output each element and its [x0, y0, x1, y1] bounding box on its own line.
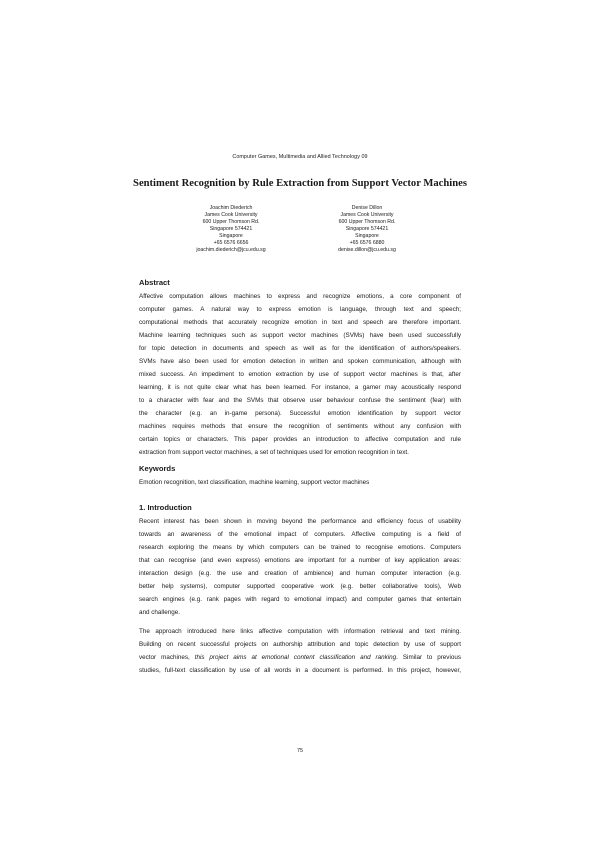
author-city: Singapore 574421: [209, 226, 253, 232]
emphasized-text: this project aims at emotional content classification and ranking: [194, 654, 397, 661]
author-affiliation: James Cook University: [204, 212, 258, 218]
author-phone: +65 6576 6656: [213, 240, 249, 246]
text-line: search engines (e.g. rank pages with regard to emotional impact) and computer games that entertain: [139, 596, 461, 603]
author-country: Singapore: [355, 233, 379, 239]
text-line: mixed success. An impediment to emotion extraction by use of support vector machines is that, after: [139, 371, 461, 378]
text-line: SVMs have also been used for emotion detection in written and spoken communication, although with: [139, 358, 461, 365]
text-line: Building on recent successful projects on authorship attribution and topic detection by use of support: [139, 641, 461, 648]
text-line: for topic detection in documents and speech as well as for the identification of authors/speakers.: [139, 345, 461, 352]
text-line: towards an awareness of the emotional impact of computers. Affective computing is a field of: [139, 531, 461, 538]
text-line: [139, 651, 461, 664]
introduction-paragraph-1: [139, 515, 461, 619]
introduction-heading: 1. Introduction: [139, 503, 192, 512]
author-street: 600 Upper Thomson Rd.: [338, 219, 396, 225]
text-line: the character (e.g. an in-game persona). Successful emotion identification by support vector: [139, 410, 461, 417]
author-email[interactable]: joachim.diederich@jcu.edu.sg: [196, 247, 266, 253]
author-name: Denise Dillon: [351, 205, 383, 211]
text-line: certain topics or characters. This paper provides an introduction to affective computation and rule: [139, 436, 461, 443]
author-phone: +65 6576 6880: [349, 240, 385, 246]
text-line: and challenge.: [139, 609, 180, 616]
page-number: 75: [297, 748, 303, 754]
text-line: computational methods that accurately recognize emotion in text and speech are therefore important.: [139, 319, 461, 326]
text-line: studies, full-text classification by use of all words in a document is performed. In this project, however,: [139, 667, 461, 674]
text-line: extraction from support vector machines, a set of techniques used for emotion recognition in text.: [139, 449, 409, 456]
text-line: computer games. A natural way to express emotion is language, through text and speech;: [139, 306, 461, 313]
author-city: Singapore 574421: [345, 226, 389, 232]
text-line: learning, it is not quite clear what has been learned. For instance, a gamer may acoustically respond: [139, 384, 461, 391]
text-line: machines requires methods that ensure the recognition of sentiments without any confusion with: [139, 423, 461, 430]
abstract-body: [139, 290, 461, 459]
text-line: The approach introduced here links affective computation with information retrieval and text mining.: [139, 628, 461, 635]
author-street: 600 Upper Thomson Rd.: [202, 219, 260, 225]
text-run: . Similar to previous: [396, 654, 461, 661]
text-line: better help systems), computer supported cooperative work (e.g. better collaborative tools), Web: [139, 583, 461, 590]
keywords-heading: Keywords: [139, 464, 176, 473]
text-line: Affective computation allows machines to express and recognize emotions, a core component of: [139, 293, 461, 300]
text-line: Recent interest has been shown in moving beyond the performance and efficiency focus of usability: [139, 518, 461, 525]
author-block: [0, 205, 600, 265]
introduction-paragraph-2: [139, 625, 461, 677]
author-card: [156, 205, 306, 254]
text-line: research exploring the means by which computers can be trained to recognise emotions. Computers: [139, 544, 461, 551]
keywords-text: Emotion recognition, text classification, machine learning, support vector machines: [139, 479, 370, 486]
text-run: vector machines,: [139, 654, 195, 661]
text-line: Machine learning techniques such as support vector machines (SVMs) have been used successfully: [139, 332, 461, 339]
text-line: that can recognise (and even express) emotions are important for a number of key application areas:: [139, 557, 461, 564]
keywords-body: [139, 476, 461, 489]
text-line: to a character with fear and the SVMs that observe user behaviour confuse the sentiment (fear) with: [139, 397, 461, 404]
paper-title: Sentiment Recognition by Rule Extraction from Support Vector Machines: [133, 178, 467, 189]
author-name: Joachim Diederich: [209, 205, 253, 211]
running-header: Computer Games, Multimedia and Allied Technology 09: [232, 154, 368, 160]
abstract-heading: Abstract: [139, 278, 170, 287]
author-card: [292, 205, 442, 254]
author-email[interactable]: denise.dillon@jcu.edu.sg: [338, 247, 396, 253]
author-affiliation: James Cook University: [340, 212, 394, 218]
text-line: interaction design (e.g. the use and creation of ambience) and human computer interaction (e.g.: [139, 570, 461, 577]
author-country: Singapore: [219, 233, 243, 239]
